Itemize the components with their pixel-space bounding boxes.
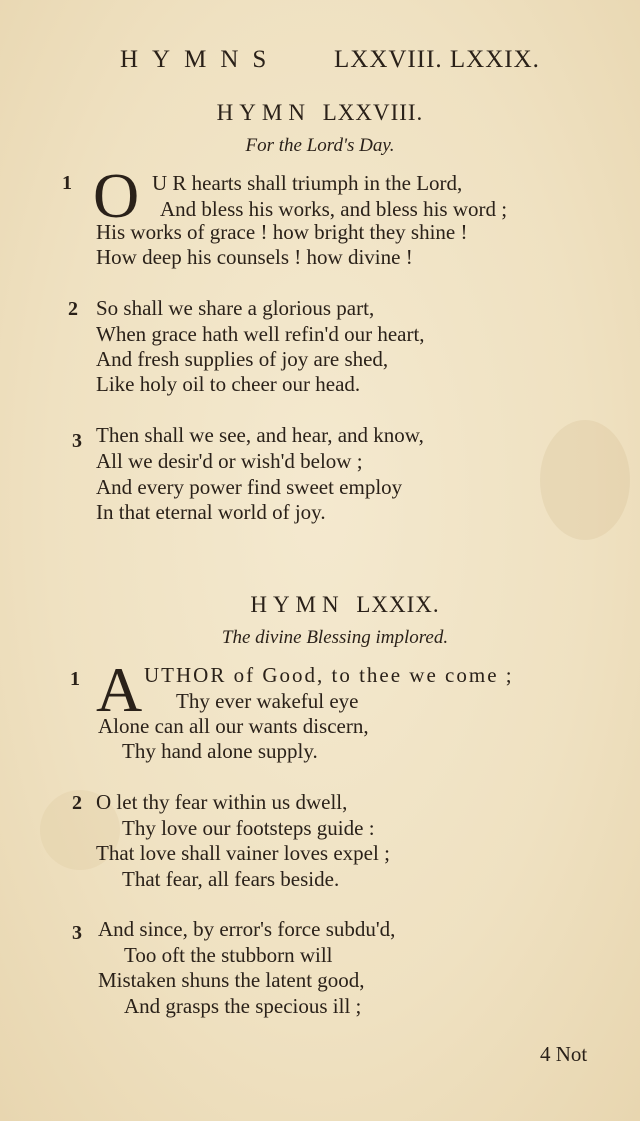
verse-line: Too oft the stubborn will <box>124 943 333 967</box>
hymn-79-title-word: HYMN <box>250 592 345 617</box>
verse-line: And every power find sweet employ <box>96 475 403 499</box>
drop-cap: O <box>93 160 140 231</box>
hymn-79-title-number: LXXIX. <box>356 592 440 617</box>
verse-line: And fresh supplies of joy are shed, <box>96 347 389 371</box>
verse-line: And grasps the specious ill ; <box>124 994 362 1018</box>
catchword: 4 Not <box>540 1042 588 1066</box>
verse-line: How deep his counsels ! how divine ! <box>96 245 413 269</box>
stanza-number: 2 <box>72 792 82 814</box>
verse-line: When grace hath well refin'd our heart, <box>96 322 425 346</box>
foxing-stain <box>540 420 630 540</box>
verse-line: Alone can all our wants discern, <box>98 714 369 738</box>
drop-cap: A <box>96 654 143 725</box>
stanza-number: 2 <box>68 298 78 320</box>
stanza-number: 1 <box>62 172 72 194</box>
verse-line: Then shall we see, and hear, and know, <box>96 423 424 447</box>
verse-line: In that eternal world of joy. <box>96 500 326 524</box>
verse-line: That love shall vainer loves expel ; <box>96 841 390 865</box>
verse-line: U R hearts shall triumph in the Lord, <box>152 171 463 195</box>
verse-line: That fear, all fears beside. <box>122 867 340 891</box>
hymn-78-title-number: LXXVIII. <box>322 100 424 125</box>
verse-line: So shall we share a glorious part, <box>96 296 375 320</box>
hymn-79-subtitle: The divine Blessing implored. <box>221 627 449 648</box>
verse-line: His works of grace ! how bright they shine ! <box>96 220 468 244</box>
verse-line: And bless his works, and bless his word ; <box>160 197 508 221</box>
stanza-number: 3 <box>72 430 82 452</box>
stanza-number: 1 <box>70 668 80 690</box>
hymn-79-title <box>0 592 640 618</box>
running-head-left: HYMNS <box>120 46 281 73</box>
verse-line: All we desir'd or wish'd below ; <box>96 449 363 473</box>
verse-line: Thy love our footsteps guide : <box>122 816 375 840</box>
hymn-78-title-word: HYMN <box>216 100 311 125</box>
verse-line: O let thy fear within us dwell, <box>96 790 348 814</box>
verse-line: Mistaken shuns the latent good, <box>98 968 365 992</box>
running-head-right: LXXVIII. LXXIX. <box>334 46 540 73</box>
verse-line: Thy ever wakeful eye <box>176 689 359 713</box>
hymn-78-title <box>0 100 640 126</box>
stanza-number: 3 <box>72 922 82 944</box>
verse-line: Thy hand alone supply. <box>122 739 318 763</box>
verse-line: And since, by error's force subdu'd, <box>98 917 396 941</box>
verse-line: Like holy oil to cheer our head. <box>96 372 361 396</box>
hymn-78-subtitle: For the Lord's Day. <box>245 135 395 156</box>
verse-line: UTHOR of Good, to thee we come ; <box>144 663 514 687</box>
